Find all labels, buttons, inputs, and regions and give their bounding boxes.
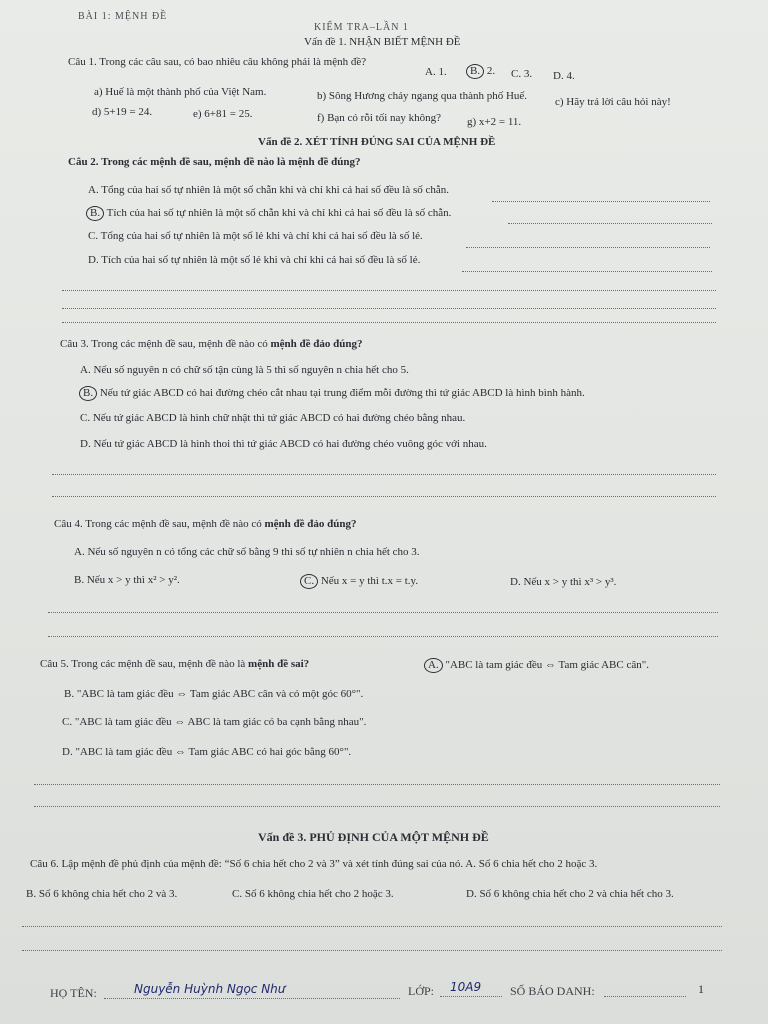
q2-option-b[interactable]	[86, 206, 451, 221]
q3-option-c[interactable]: C. Nếu tứ giác ABCD là hình chữ nhật thì tứ giác ABCD có hai đường chéo bằng nhau.	[80, 412, 466, 424]
answer-circle: C.	[300, 574, 318, 589]
answer-line	[462, 271, 712, 272]
q2-option-d[interactable]: D. Tích của hai số tự nhiên là một số lẻ khi và chỉ khi cả hai số đều là số lẻ.	[88, 254, 421, 266]
q3-option-b-text: Nếu tứ giác ABCD có hai đường chéo cắt nhau tại trung điểm mỗi đường thì tứ giác ABCD là hình bình hành.	[99, 387, 585, 399]
q5-option-a-text: "ABC là tam giác đều ⇔ Tam giác ABC cân".	[445, 659, 649, 671]
answer-line	[48, 612, 718, 613]
q1-statement-g: g) x+2 = 11.	[467, 116, 522, 128]
answer-line	[34, 806, 720, 807]
q1-statement-e: e) 6+81 = 25.	[193, 108, 253, 120]
q5-option-c[interactable]: C. "ABC là tam giác đều ⇔ ABC là tam giác có ba cạnh bằng nhau".	[62, 716, 367, 728]
q4-prompt-text: Câu 4. Trong các mệnh đề sau, mệnh đề nào có	[54, 518, 265, 530]
q4-option-b[interactable]: B. Nếu x > y thì x² > y².	[74, 574, 180, 586]
q3-prompt-text: Câu 3. Trong các mệnh đề sau, mệnh đề nào có	[60, 338, 271, 350]
answer-circle: B.	[86, 206, 104, 221]
q3-option-a[interactable]: A. Nếu số nguyên n có chữ số tận cùng là 5 thì số nguyên n chia hết cho 5.	[80, 364, 409, 376]
answer-line	[508, 223, 712, 224]
q5-option-b[interactable]: B. "ABC là tam giác đều ⇔ Tam giác ABC cân và có một góc 60°".	[64, 688, 364, 700]
q5-option-d[interactable]: D. "ABC là tam giác đều ⇔ Tam giác ABC có hai góc bằng 60°".	[62, 746, 352, 758]
topic-2-title: Vấn đề 2. XÉT TÍNH ĐÚNG SAI CỦA MỆNH ĐỀ	[258, 136, 496, 148]
answer-line	[52, 474, 716, 475]
answer-line	[492, 201, 710, 202]
student-name[interactable]: Nguyễn Huỳnh Ngọc Như	[134, 982, 286, 996]
answer-circle: B.	[79, 386, 97, 401]
q4-prompt	[54, 518, 357, 530]
q6-option-d[interactable]: D. Số 6 không chia hết cho 2 và chia hết cho 3.	[466, 888, 674, 900]
page-number: 1	[698, 982, 704, 996]
q5-option-a[interactable]	[424, 658, 649, 673]
answer-line	[22, 926, 722, 927]
q4-prompt-emphasis: mệnh đề đảo đúng?	[264, 518, 357, 530]
class-value[interactable]: 10A9	[450, 980, 482, 994]
q6-prompt: Câu 6. Lập mệnh đề phủ định của mệnh đề: “Số 6 chia hết cho 2 và 3” và xét tính đúng sai của nó. A. Số 6 chia hết cho 2 hoặc 3.	[30, 858, 598, 870]
q1-choice-d[interactable]: D. 4.	[553, 70, 575, 82]
q3-option-b[interactable]	[79, 386, 585, 401]
lesson-title: BÀI 1: MỆNH ĐỀ	[78, 11, 168, 22]
name-label: HỌ TÊN:	[50, 986, 97, 1000]
class-label: LỚP:	[408, 984, 435, 998]
q3-prompt-emphasis: mệnh đề đảo đúng?	[270, 338, 363, 350]
answer-line	[52, 496, 716, 497]
q4-option-d[interactable]: D. Nếu x > y thì x³ > y³.	[510, 576, 617, 588]
q6-option-b[interactable]: B. Số 6 không chia hết cho 2 và 3.	[26, 888, 178, 900]
q4-option-c[interactable]	[300, 574, 418, 589]
q2-option-a[interactable]: A. Tổng của hai số tự nhiên là một số chẵn khi và chỉ khi cả hai số đều là số chẵn.	[88, 184, 450, 196]
q1-prompt: Câu 1. Trong các câu sau, có bao nhiêu câu không phải là mệnh đề?	[68, 56, 367, 68]
answer-line	[62, 290, 716, 291]
q6-option-c[interactable]: C. Số 6 không chia hết cho 2 hoặc 3.	[232, 888, 394, 900]
q1-choice-b[interactable]	[466, 64, 495, 79]
q5-prompt-text: Câu 5. Trong các mệnh đề sau, mệnh đề nào là	[40, 658, 249, 670]
q1-choice-a[interactable]: A. 1.	[425, 66, 447, 78]
answer-line	[466, 247, 710, 248]
q2-option-c[interactable]: C. Tổng của hai số tự nhiên là một số lẻ khi và chỉ khi cả hai số đều là số lẻ.	[88, 230, 423, 242]
class-line	[440, 996, 502, 997]
answer-line	[34, 784, 720, 785]
q2-prompt: Câu 2. Trong các mệnh đề sau, mệnh đề nào là mệnh đề đúng?	[68, 156, 361, 168]
answer-line	[48, 636, 718, 637]
answer-circle: A.	[424, 658, 443, 673]
q4-option-c-text: Nếu x = y thì t.x = t.y.	[320, 575, 419, 587]
candidate-number-line[interactable]	[604, 996, 686, 997]
q3-option-d[interactable]: D. Nếu tứ giác ABCD là hình thoi thì tứ giác ABCD có hai đường chéo vuông góc với nhau.	[80, 438, 487, 450]
topic-3-title: Vấn đề 3. PHỦ ĐỊNH CỦA MỘT MỆNH ĐỀ	[258, 830, 489, 844]
answer-circle: B.	[466, 64, 484, 79]
answer-line	[22, 950, 722, 951]
q1-statement-f: f) Bạn có rỗi tối nay không?	[317, 112, 442, 124]
topic-1-title: Vấn đề 1. NHẬN BIẾT MỆNH ĐỀ	[304, 36, 461, 48]
q3-prompt	[60, 338, 363, 350]
q1-statement-d: d) 5+19 = 24.	[92, 106, 153, 118]
q2-option-b-text: Tích của hai số tự nhiên là một số chẵn khi và chỉ khi cả hai số đều là số chẵn.	[106, 207, 452, 219]
q5-prompt	[40, 658, 309, 670]
answer-line	[62, 322, 716, 323]
q1-choice-b-text: 2.	[486, 65, 496, 77]
q1-statement-a: a) Huế là một thành phố của Việt Nam.	[94, 86, 267, 98]
q1-statement-c: c) Hãy trả lời câu hỏi này!	[555, 96, 671, 108]
test-title: KIỂM TRA–LẦN 1	[314, 22, 409, 33]
answer-line	[62, 308, 716, 309]
q5-prompt-emphasis: mệnh đề sai?	[248, 658, 310, 670]
q4-option-a[interactable]: A. Nếu số nguyên n có tổng các chữ số bằng 9 thì số tự nhiên n chia hết cho 3.	[74, 546, 420, 558]
q1-statement-b: b) Sông Hương chảy ngang qua thành phố Huế.	[317, 90, 528, 102]
q1-choice-c[interactable]: C. 3.	[511, 68, 533, 80]
name-line	[104, 998, 400, 999]
candidate-number-label: SỐ BÁO DANH:	[510, 984, 595, 998]
